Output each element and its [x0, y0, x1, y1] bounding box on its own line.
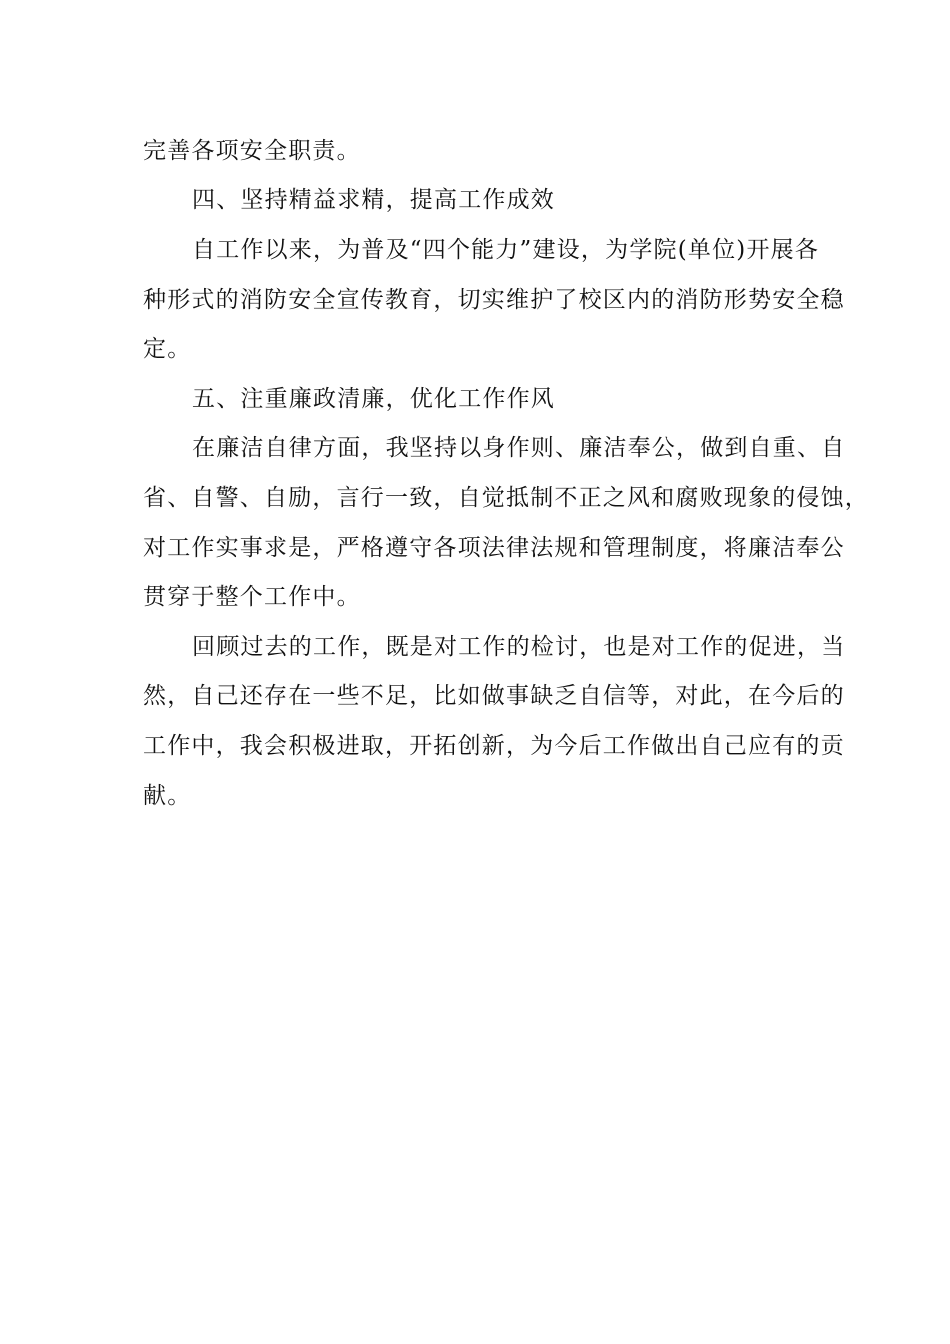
section-heading-4: 四、坚持精益求精，提高工作成效 [192, 187, 555, 213]
paragraph-line: 贯穿于整个工作中。 [143, 584, 361, 610]
section-heading-5: 五、注重廉政清廉，优化工作作风 [192, 386, 555, 412]
paragraph-line: 种形式的消防安全宣传教育，切实维护了校区内的消防形势安全稳 [143, 287, 845, 313]
paragraph-line: 自工作以来，为普及“四个能力”建设，为学院(单位)开展各 [192, 237, 820, 263]
paragraph-line: 省、自警、自励，言行一致，自觉抵制不正之风和腐败现象的侵蚀， [143, 485, 869, 511]
paragraph-line: 然，自己还存在一些不足，比如做事缺乏自信等，对此，在今后的 [143, 683, 845, 709]
paragraph-line: 定。 [143, 336, 192, 362]
paragraph-line: 对工作实事求是，严格遵守各项法律法规和管理制度，将廉洁奉公 [143, 535, 845, 561]
paragraph-line: 工作中，我会积极进取，开拓创新，为今后工作做出自己应有的贡 [143, 733, 845, 759]
paragraph-line: 献。 [143, 783, 192, 809]
paragraph-line: 回顾过去的工作，既是对工作的检讨，也是对工作的促进，当 [192, 634, 846, 660]
paragraph-tail-line: 完善各项安全职责。 [143, 138, 361, 164]
paragraph-line: 在廉洁自律方面，我坚持以身作则、廉洁奉公，做到自重、自 [192, 435, 846, 461]
